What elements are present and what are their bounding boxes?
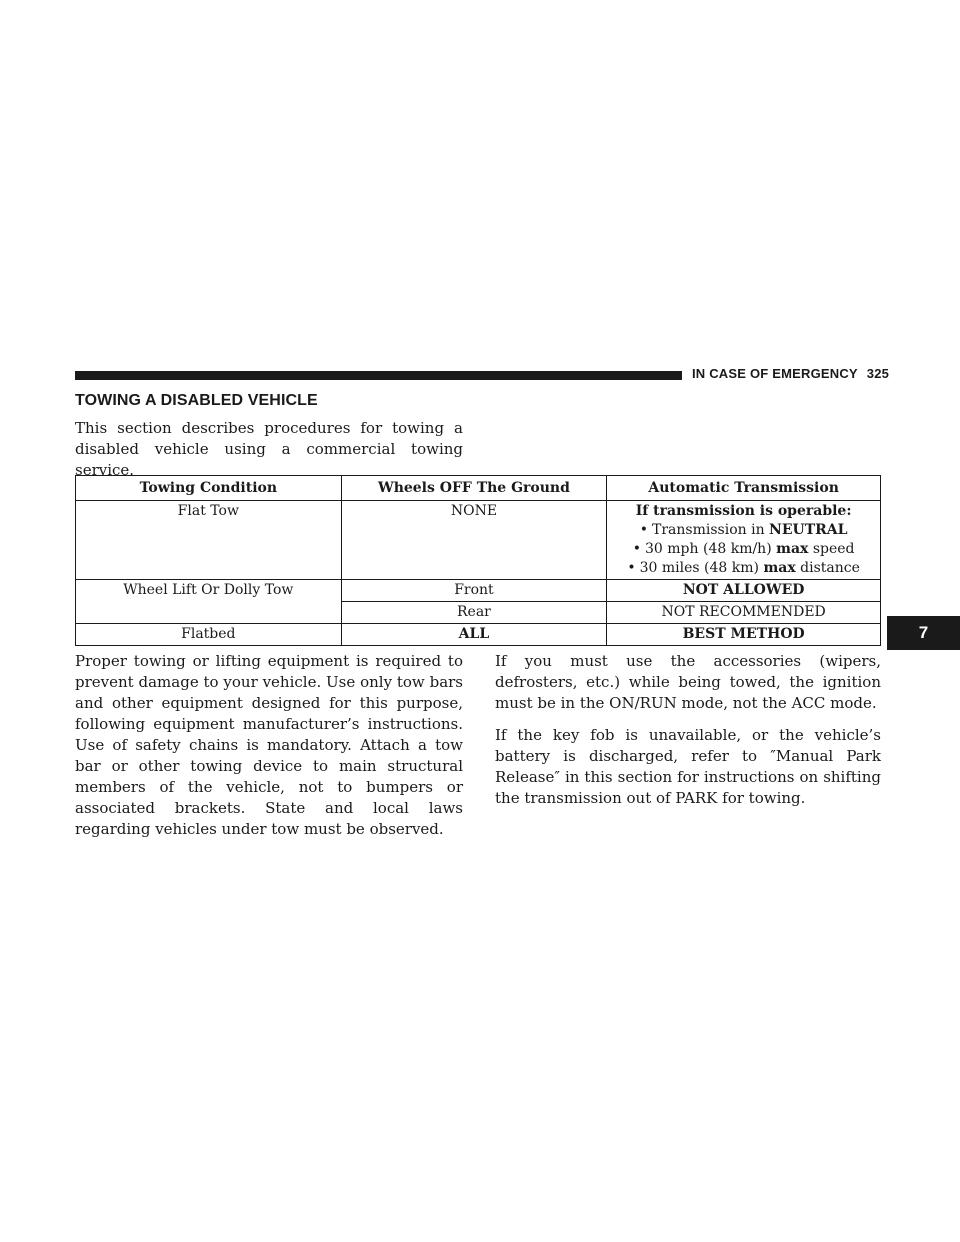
bullet-emphasis: max [763, 560, 796, 576]
bullet-text: 30 mph (48 km/h) [645, 541, 772, 557]
table-cell: NOT RECOMMENDED [607, 602, 881, 624]
body-paragraph: If the key fob is unavailable, or the vehicle’s battery is discharged, refer to ″Manual Park Release″ in this section for instructions on shifting the transmission out of PARK for towing. [495, 726, 881, 807]
towing-table [75, 475, 881, 646]
table-cell: Wheel Lift Or Dolly Tow [76, 580, 342, 624]
table-row [76, 624, 881, 646]
bullet-icon: • [632, 541, 642, 557]
bullet-item [613, 521, 874, 540]
running-header [692, 366, 889, 381]
column-header: Wheels OFF The Ground [341, 476, 607, 501]
table-cell [607, 501, 881, 580]
bullet-item [613, 559, 874, 578]
bullet-icon: • [627, 560, 636, 576]
bullet-text-after: speed [812, 541, 855, 557]
bullet-emphasis: NEUTRAL [769, 522, 848, 538]
intro-paragraph: This section describes procedures for towing a disabled vehicle using a commercial towing service. [75, 419, 463, 479]
table-cell: BEST METHOD [607, 624, 881, 646]
table-cell: Rear [341, 602, 607, 624]
bullet-emphasis: max [776, 541, 809, 557]
column-header: Automatic Transmission [607, 476, 881, 501]
body-column-right [495, 651, 881, 820]
header-rule [75, 371, 682, 380]
column-header: Towing Condition [76, 476, 342, 501]
section-title: TOWING A DISABLED VEHICLE [75, 392, 318, 409]
bullet-text: 30 miles (48 km) [639, 560, 759, 576]
body-paragraph-left: Proper towing or lifting equipment is required to prevent damage to your vehicle. Use only tow bars and other equipment designed for this purpose, following equipment manufacturer’s instructions. Use of safety chains is mandatory. Attach a tow bar or other towing device to main structural members of the vehicle, not to bumpers or associated brackets. State and local laws regarding vehicles under tow must be observed. [75, 652, 463, 838]
table-header-row [76, 476, 881, 501]
body-paragraph: If you must use the accessories (wipers, defrosters, etc.) while being towed, the ignition must be in the ON/RUN mode, not the ACC mode. [495, 652, 881, 712]
page-number: 325 [866, 366, 890, 381]
header-section-title: IN CASE OF EMERGENCY [692, 366, 858, 381]
bullet-text: Transmission in [652, 522, 765, 538]
table-cell: NOT ALLOWED [607, 580, 881, 602]
cell-heading: If transmission is operable: [635, 503, 852, 519]
table-row [76, 501, 881, 580]
table-cell: NONE [341, 501, 607, 580]
table-cell: Flat Tow [76, 501, 342, 580]
bullet-item [613, 540, 874, 559]
chapter-tab: 7 [887, 616, 960, 650]
bullet-icon: • [639, 522, 649, 538]
table-cell: ALL [341, 624, 607, 646]
table-row [76, 580, 881, 602]
bullet-text-after: distance [800, 560, 860, 576]
table-cell: Front [341, 580, 607, 602]
table-cell: Flatbed [76, 624, 342, 646]
